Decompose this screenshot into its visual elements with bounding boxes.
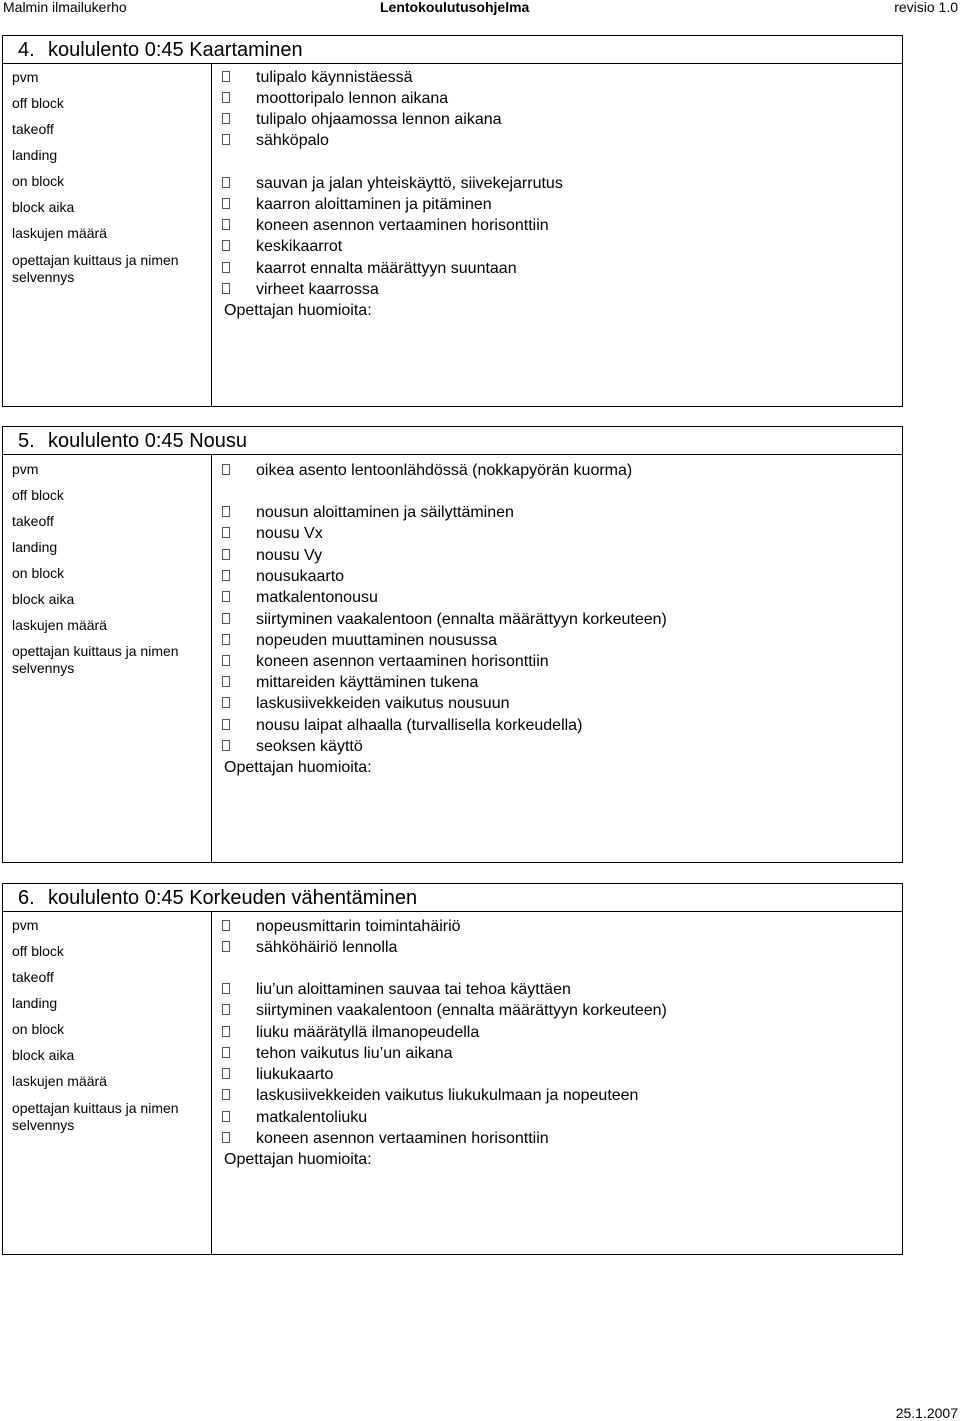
checklist-item[interactable]: koneen asennon vertaaminen horisonttiin [222, 216, 549, 236]
header-club-name: Malmin ilmailukerho [3, 0, 127, 15]
checklist-item[interactable]: sauvan ja jalan yhteiskäyttö, siivekejarrutus [222, 174, 563, 194]
checklist-item[interactable]: nopeuden muuttaminen nousussa [222, 631, 497, 651]
checkbox-icon[interactable] [222, 1004, 230, 1015]
field-block-aika: block aika [12, 1047, 75, 1063]
lesson-4-block [2, 35, 903, 407]
checkbox-icon[interactable] [222, 655, 230, 666]
checklist-item[interactable]: moottoripalo lennon aikana [222, 89, 448, 109]
checkbox-icon[interactable] [222, 1047, 230, 1058]
field-takeoff: takeoff [12, 513, 54, 529]
field-kuittaus: opettajan kuittaus ja nimen [12, 252, 179, 268]
field-block-aika: block aika [12, 591, 75, 607]
field-off-block: off block [12, 95, 64, 111]
checklist-item[interactable]: seoksen käyttö [222, 737, 363, 757]
field-on-block: on block [12, 565, 65, 581]
checklist-item[interactable]: siirtyminen vaakalentoon (ennalta määrättyyn korkeuteen) [222, 1001, 667, 1021]
checkbox-icon[interactable] [222, 740, 230, 751]
lesson-title-text: koululento 0:45 Kaartaminen [48, 39, 303, 61]
checklist-item[interactable]: tehon vaikutus liu’un aikana [222, 1044, 453, 1064]
field-off-block: off block [12, 943, 64, 959]
field-pvm: pvm [12, 917, 39, 933]
field-kuittaus-cont: selvennys [12, 1117, 75, 1133]
checkbox-icon[interactable] [222, 941, 230, 952]
checkbox-icon[interactable] [222, 262, 230, 273]
lesson-number: 5. [18, 430, 35, 452]
checklist-item[interactable]: liu’un aloittaminen sauvaa tai tehoa käyttäen [222, 980, 571, 1000]
instructor-notes-label: Opettajan huomioita: [224, 302, 372, 319]
checkbox-icon[interactable] [222, 134, 230, 145]
field-pvm: pvm [12, 69, 39, 85]
checklist-item[interactable]: nousu laipat alhaalla (turvallisella korkeudella) [222, 716, 582, 736]
checkbox-icon[interactable] [222, 198, 230, 209]
checklist-item[interactable]: nousukaarto [222, 567, 344, 587]
checkbox-icon[interactable] [222, 570, 230, 581]
header-document-title: Lentokoulutusohjelma [380, 0, 530, 15]
field-kuittaus: opettajan kuittaus ja nimen [12, 1100, 179, 1116]
checklist-item[interactable]: kaarron aloittaminen ja pitäminen [222, 195, 492, 215]
field-laskujen-maara: laskujen määrä [12, 1073, 107, 1089]
checkbox-icon[interactable] [222, 920, 230, 931]
checklist-item[interactable]: oikea asento lentoonlähdössä (nokkapyörän kuorma) [222, 461, 632, 481]
field-landing: landing [12, 147, 58, 163]
checkbox-icon[interactable] [222, 71, 230, 82]
checklist-item[interactable]: virheet kaarrossa [222, 280, 379, 300]
checklist-item[interactable]: nousu Vx [222, 524, 323, 544]
checkbox-icon[interactable] [222, 1068, 230, 1079]
header-revision: revisio 1.0 [894, 0, 958, 15]
checklist-item[interactable]: nopeusmittarin toimintahäiriö [222, 917, 461, 937]
lesson-6-block [2, 883, 903, 1255]
checklist-item[interactable]: nousun aloittaminen ja säilyttäminen [222, 503, 514, 523]
field-block-aika: block aika [12, 199, 75, 215]
field-landing: landing [12, 539, 58, 555]
checkbox-icon[interactable] [222, 219, 230, 230]
checklist-item[interactable]: nousu Vy [222, 546, 322, 566]
checklist-item[interactable]: liukukaarto [222, 1065, 333, 1085]
field-off-block: off block [12, 487, 64, 503]
lesson-4-title [18, 40, 303, 60]
checklist-item[interactable]: mittareiden käyttäminen tukena [222, 673, 478, 693]
checklist-item[interactable]: sähköhäiriö lennolla [222, 938, 397, 958]
field-takeoff: takeoff [12, 121, 54, 137]
instructor-notes-label: Opettajan huomioita: [224, 1151, 372, 1168]
checkbox-icon[interactable] [222, 527, 230, 538]
checklist-item[interactable]: koneen asennon vertaaminen horisonttiin [222, 652, 549, 672]
checklist-item[interactable]: matkalentoliuku [222, 1108, 367, 1128]
checkbox-icon[interactable] [222, 591, 230, 602]
checklist-item[interactable]: tulipalo käynnistäessä [222, 68, 413, 88]
checkbox-icon[interactable] [222, 240, 230, 251]
checkbox-icon[interactable] [222, 676, 230, 687]
checkbox-icon[interactable] [222, 177, 230, 188]
checklist-item[interactable]: sähköpalo [222, 131, 329, 151]
lesson-6-title [18, 888, 417, 908]
checklist-item[interactable]: laskusiivekkeiden vaikutus liukukulmaan ja nopeuteen [222, 1086, 638, 1106]
checklist-item[interactable]: matkalentonousu [222, 588, 378, 608]
field-laskujen-maara: laskujen määrä [12, 617, 107, 633]
checklist-item[interactable]: siirtyminen vaakalentoon (ennalta määrättyyn korkeuteen) [222, 610, 667, 630]
lesson-5-block [2, 426, 903, 863]
checklist-item[interactable]: keskikaarrot [222, 237, 342, 257]
checkbox-icon[interactable] [222, 697, 230, 708]
lesson-5-title [18, 431, 247, 451]
lesson-number: 4. [18, 39, 35, 61]
field-pvm: pvm [12, 461, 39, 477]
checkbox-icon[interactable] [222, 283, 230, 294]
checkbox-icon[interactable] [222, 1026, 230, 1037]
checkbox-icon[interactable] [222, 1132, 230, 1143]
field-kuittaus-cont: selvennys [12, 660, 75, 676]
checkbox-icon[interactable] [222, 983, 230, 994]
field-kuittaus-cont: selvennys [12, 269, 75, 285]
checklist-item[interactable]: kaarrot ennalta määrättyyn suuntaan [222, 259, 517, 279]
lesson-number: 6. [18, 887, 35, 909]
field-on-block: on block [12, 1021, 65, 1037]
checkbox-icon[interactable] [222, 1089, 230, 1100]
checkbox-icon[interactable] [222, 506, 230, 517]
lesson-title-text: koululento 0:45 Korkeuden vähentäminen [48, 887, 418, 909]
checklist-item[interactable]: tulipalo ohjaamossa lennon aikana [222, 110, 502, 130]
field-kuittaus: opettajan kuittaus ja nimen [12, 643, 179, 659]
field-laskujen-maara: laskujen määrä [12, 225, 107, 241]
lesson-title-text: koululento 0:45 Nousu [48, 430, 248, 452]
field-on-block: on block [12, 173, 65, 189]
checkbox-icon[interactable] [222, 719, 230, 730]
footer-date: 25.1.2007 [895, 1405, 958, 1421]
checkbox-icon[interactable] [222, 1111, 230, 1122]
checkbox-icon[interactable] [222, 634, 230, 645]
field-takeoff: takeoff [12, 969, 54, 985]
checkbox-icon[interactable] [222, 92, 230, 103]
field-landing: landing [12, 995, 58, 1011]
checkbox-icon[interactable] [222, 549, 230, 560]
checklist-item[interactable]: koneen asennon vertaaminen horisonttiin [222, 1129, 549, 1149]
checkbox-icon[interactable] [222, 613, 230, 624]
instructor-notes-label: Opettajan huomioita: [224, 759, 372, 776]
checkbox-icon[interactable] [222, 113, 230, 124]
checklist-item[interactable]: laskusiivekkeiden vaikutus nousuun [222, 694, 509, 714]
checkbox-icon[interactable] [222, 464, 230, 475]
checklist-item[interactable]: liuku määrätyllä ilmanopeudella [222, 1023, 479, 1043]
